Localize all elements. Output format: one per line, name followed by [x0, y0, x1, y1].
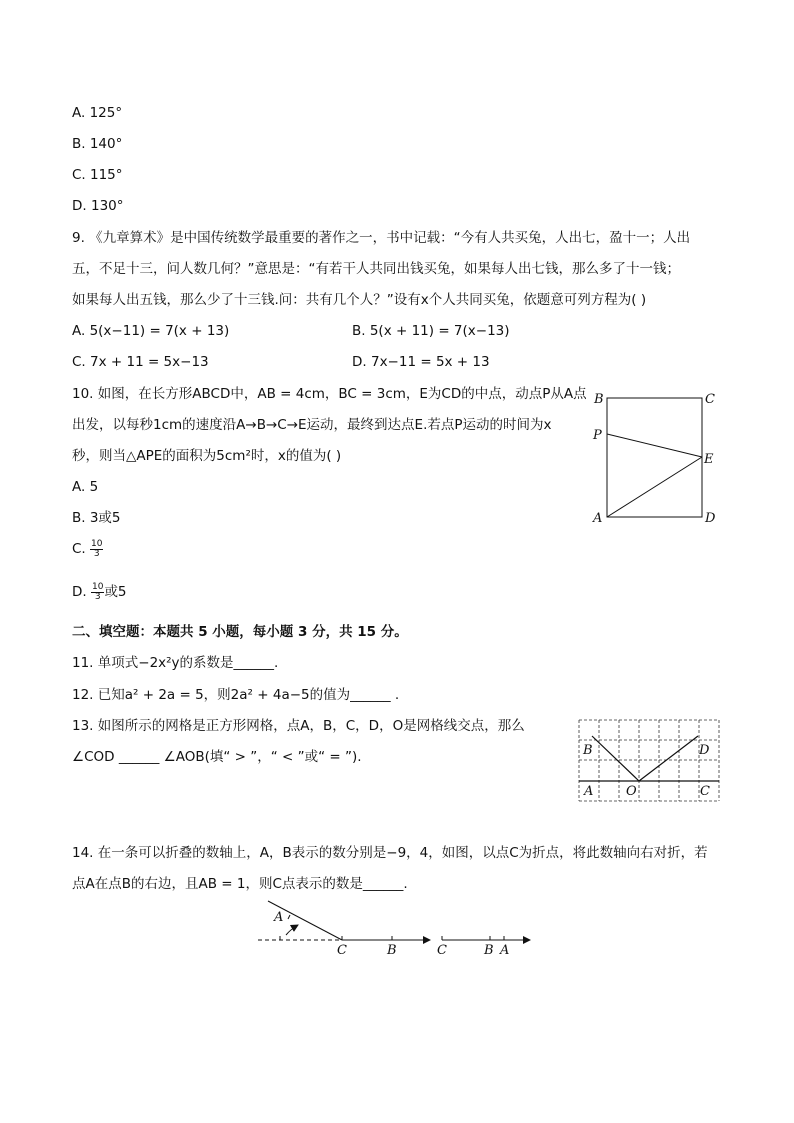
label-right-c: C [437, 943, 447, 957]
section-heading-fill-in: 二、填空题：本题共 5 小题，每小题 3 分，共 15 分。 [72, 624, 408, 640]
q10-option-b: B. 3或5 [72, 510, 121, 526]
q10-stem-line3: 秒，则当△APE的面积为5cm²时，x的值为( ) [72, 448, 342, 464]
grid-lines [579, 720, 719, 801]
q9-option-d: D. 7x−11 = 5x + 13 [352, 354, 490, 370]
q12-stem: 12. 已知a² + 2a = 5，则2a² + 4a−5的值为______ . [72, 687, 400, 703]
q10-option-d-prefix: D. [72, 584, 87, 600]
ray-ob [592, 736, 639, 781]
label-left-b: B [387, 943, 397, 957]
label-d: D [705, 511, 716, 526]
label-a: A [584, 784, 594, 799]
q10-option-c-fraction [90, 540, 103, 559]
q10-option-a: A. 5 [72, 479, 99, 495]
q10-rectangle-figure [588, 386, 728, 534]
label-e: E [704, 452, 714, 467]
rectangle-abcd [607, 398, 702, 517]
label-o: O [626, 784, 637, 799]
q8-option-b: B. 140° [72, 136, 123, 152]
q8-option-d: D. 130° [72, 198, 124, 214]
label-left-c: C [337, 943, 347, 957]
q9-option-b: B. 5(x + 11) = 7(x−13) [352, 323, 510, 339]
fraction-numerator: 10 [91, 538, 103, 549]
label-left-a: A [274, 910, 284, 925]
q9-stem-line2: 五，不足十三，问人数几何？”意思是：“有若干人共同出钱买兔，如果每人出七钱，那么多了十一钱； [72, 261, 680, 277]
q9-option-a: A. 5(x−11) = 7(x + 13) [72, 323, 230, 339]
q9-stem-line3: 如果每人出五钱，那么少了十三钱.问：共有几个人？”设有x个人共同买兔，依题意可列方程为( ) [72, 292, 647, 308]
fraction-denominator: 3 [93, 548, 100, 559]
label-right-b: B [484, 943, 494, 957]
q14-stem-line1: 14. 在一条可以折叠的数轴上，A，B表示的数分别是−9，4，如图，以点C为折点，将此数轴向右对折，若 [72, 845, 708, 861]
q13-stem-line1: 13. 如图所示的网格是正方形网格，点A，B，C，D，O是网格线交点，那么 [72, 718, 525, 734]
q9-stem-line1: 9. 《九章算术》是中国传统数学最重要的著作之一，书中记载：“今有人共买兔，人出七，盈十一；人出 [72, 230, 691, 246]
q8-option-a: A. 125° [72, 105, 123, 121]
q10-option-d-suffix: 或5 [104, 584, 127, 600]
segment-ae [607, 457, 702, 517]
label-right-a: A [500, 943, 510, 957]
label-c: C [700, 784, 710, 799]
q13-grid-figure [576, 718, 724, 804]
q14-stem-line2: 点A在点B的右边，且AB = 1，则C点表示的数是______. [72, 876, 408, 892]
ray-od [639, 736, 698, 781]
label-c: C [705, 392, 715, 407]
q10-stem-line1: 10. 如图，在长方形ABCD中，AB = 4cm，BC = 3cm，E为CD的中点，动点P从A点 [72, 386, 587, 402]
fold-arrow [286, 925, 298, 935]
label-d: D [699, 743, 710, 758]
q10-option-d [72, 582, 127, 602]
q9-option-c: C. 7x + 11 = 5x−13 [72, 354, 209, 370]
label-p: P [593, 428, 602, 443]
label-a: A [593, 511, 603, 526]
q10-option-c [72, 539, 103, 559]
q10-option-c-prefix: C. [72, 541, 86, 557]
q8-option-c: C. 115° [72, 167, 123, 183]
fraction-numerator: 10 [91, 581, 104, 592]
q10-option-d-fraction [91, 583, 104, 602]
segment-pe [607, 434, 702, 457]
q13-stem-line2: ∠COD ______ ∠AOB(填“ > ”，“ < ”或“ = ”). [72, 749, 362, 765]
q11-stem: 11. 单项式−2x²y的系数是______. [72, 655, 279, 671]
label-b: B [583, 743, 593, 758]
q14-number-line-figure [252, 895, 542, 957]
tick-folded-a [288, 915, 290, 919]
label-b: B [594, 392, 604, 407]
fraction-denominator: 3 [94, 591, 101, 602]
q10-stem-line2: 出发，以每秒1cm的速度沿A→B→C→E运动，最终到达点E.若点P运动的时间为x [72, 417, 552, 433]
